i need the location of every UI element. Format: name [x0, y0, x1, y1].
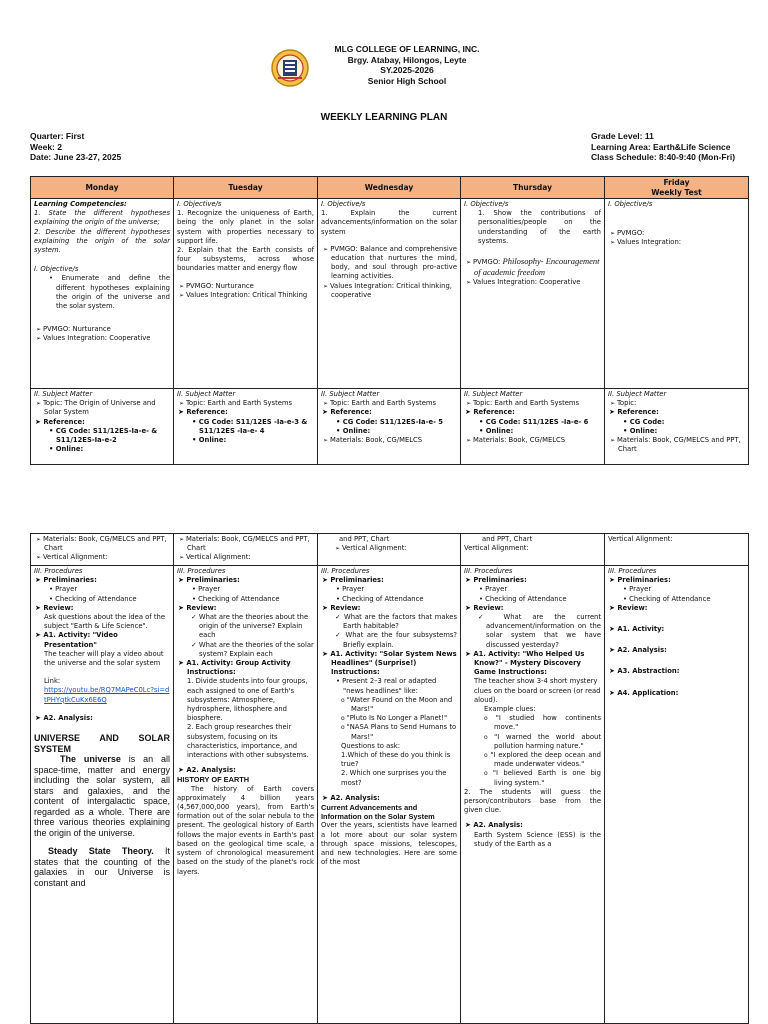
instruction: 2. The students will guess the person/contributors base from the given clue. [464, 787, 601, 815]
objective-heading: I. Objective/s [321, 200, 366, 208]
values-integration: ➢ Values Integration: Cooperative [464, 278, 601, 287]
advancements-title: Current Advancements and Information on the Solar System [321, 803, 435, 822]
materials: ➢ Materials: Book, CG/MELCS [464, 436, 601, 445]
a2-analysis: ➤ A2. Analysis: [464, 821, 601, 830]
materials-friday [605, 534, 749, 566]
meta-right [591, 131, 735, 163]
present-headlines: • Present 2–3 real or adapted "news headlines" like: [321, 677, 457, 695]
procedures-tuesday [174, 566, 318, 1024]
history-title: HISTORY OF EARTH [177, 775, 250, 785]
cg-code: • CG Code: [608, 418, 745, 427]
link-label: Link: [44, 677, 61, 686]
instruction: 2. Each group researches their subsystem, focusing on its characteristics, importance, and interactions with other subsystems. [187, 723, 309, 760]
review-question: ✓ What are the four subsystems? Briefly explain. [321, 631, 457, 649]
school-name: MLG COLLEGE OF LEARNING, INC. [334, 44, 480, 54]
materials-cont: and PPT, Chart [482, 535, 533, 543]
online: • Online: [177, 436, 314, 445]
topic: ➢ Topic: Earth and Earth Systems [464, 399, 601, 408]
objectives-friday [605, 199, 749, 389]
objective-item: • Enumerate and define the different hypotheses explaining the origin of the universe and the solar system. [34, 274, 170, 311]
lc-item: 1. State the different hypotheses explaining the origin of the universe; [34, 209, 170, 227]
objective-item: 1. Show the contributions of personalities/people on the understanding of the earth systems. [478, 209, 601, 245]
headline: o "NASA Plans to Send Humans to Mars!" [321, 723, 457, 741]
subject-monday [31, 389, 174, 465]
review: ➤ Review: [34, 604, 170, 613]
objective-heading: I. Objective/s [34, 265, 79, 274]
online: • Online: [34, 445, 170, 454]
review: ➤ Review: [464, 604, 601, 613]
day-tuesday: Tuesday [174, 177, 318, 199]
procedures-heading: III. Procedures [177, 567, 226, 575]
page-gap [0, 472, 768, 532]
materials-monday [31, 534, 174, 566]
pvmgo-label: PVMGO: [472, 258, 501, 267]
pvmgo: ➢ PVMGO: Balance and comprehensive education that nurtures the mind, body, and soul through pro-active learning activities. [321, 245, 457, 282]
instruction: 1. Divide students into four groups, each assigned to one of Earth's subsystems: Atmosphere, hydrosphere, lithosphere and biosphere. [187, 677, 308, 723]
a1-activity: ➤ A1. Activity: "Who Helped Us Know?" - Mystery Discovery Game Instructions: [464, 650, 601, 678]
advancements-text: Over the years, scientists have learned a lot more about our solar system through space missions, telescopes, and new technologies. Here are some of the most [321, 821, 457, 867]
day-header-row [31, 177, 749, 199]
materials-cont: and PPT, Chart [339, 535, 390, 543]
universe-text: The universe is an all space-time, matter and energy including the solar system, all stars and galaxies, and the content of intergalactic space, regarded as a whole. There are three various theories explaining the origin of the universe. [34, 754, 170, 838]
procedures-wednesday [318, 566, 461, 1024]
clue: o "I warned the world about pollution harming nature." [464, 733, 601, 751]
school-seal-icon [270, 48, 310, 88]
review-question: ✓ What are the current advancement/information on the solar system that we have discussed yesterday? [464, 613, 601, 650]
subject-heading: II. Subject Matter [321, 390, 380, 398]
review: ➤ Review: [608, 604, 745, 613]
preliminaries: ➤ Preliminaries: [321, 576, 457, 585]
objective-heading: I. Objective/s [177, 200, 222, 208]
a2-analysis: ➤ A2. Analysis: [177, 766, 314, 775]
universe-title: UNIVERSE AND SOLAR SYSTEM [34, 733, 170, 754]
procedures-heading: III. Procedures [321, 567, 370, 575]
review: ➤ Review: [321, 604, 457, 613]
subject-heading: II. Subject Matter [608, 390, 667, 398]
vertical-alignment: ➢ Vertical Alignment: [34, 553, 170, 562]
vertical-alignment: Vertical Alignment: [608, 535, 673, 543]
review-question: ✓ What are the factors that makes Earth habitable? [321, 613, 457, 631]
pvmgo: ➢ PVMGO: [608, 229, 745, 238]
topic: ➢ Topic: The Origin of Universe and Solar System [34, 399, 170, 417]
objective-heading: I. Objective/s [464, 200, 509, 208]
pvmgo: ➢ PVMGO: Nurturance [34, 325, 170, 334]
a2-analysis: ➤ A2. Analysis: [608, 646, 745, 655]
attendance: • Checking of Attendance [177, 595, 314, 604]
ess-text: Earth System Science (ESS) is the study of the Earth as a [474, 830, 601, 848]
objectives-wednesday [318, 199, 461, 389]
headline: o "Water Found on the Moon and Mars!" [321, 696, 457, 714]
procedures-heading: III. Procedures [608, 567, 657, 575]
document-title: WEEKLY LEARNING PLAN [320, 112, 448, 123]
reference: ➤ Reference: [321, 408, 457, 417]
day-friday [605, 177, 749, 199]
subject-thursday [461, 389, 605, 465]
a2-analysis: ➤ A2. Analysis: [34, 714, 170, 723]
reference: ➤ Reference: [608, 408, 745, 417]
review-text: Ask questions about the idea of the subject "Earth & Life Science". [44, 613, 166, 631]
subject-heading: II. Subject Matter [177, 390, 236, 398]
school-year: SY.2025-2026 [380, 65, 434, 75]
subject-friday [605, 389, 749, 465]
prayer: • Prayer [177, 585, 314, 594]
values-integration: ➢ Values Integration: Cooperative [34, 334, 170, 343]
values-integration: ➢ Values Integration: [608, 238, 745, 247]
cg-code: • CG Code: S11/12ES -Ia-e-3 & S11/12ES -Ia-e- 4 [177, 418, 314, 436]
objectives-thursday [461, 199, 605, 389]
prayer: • Prayer [464, 585, 601, 594]
preliminaries: ➤ Preliminaries: [608, 576, 745, 585]
objective-heading: I. Objective/s [608, 200, 653, 208]
procedures-thursday [461, 566, 605, 1024]
school-header [270, 44, 500, 94]
plan-table-page1 [30, 176, 749, 465]
materials: ➢ Materials: Book, CG/MELCS [321, 436, 457, 445]
plan-table-page2 [30, 533, 749, 1024]
reference: ➤ Reference: [177, 408, 314, 417]
review-question: ✓ What are the theories of the solar system? Explain each [177, 641, 314, 659]
lc-heading: Learning Competencies: [34, 200, 127, 208]
review-question: ✓ What are the theories about the origin of the universe? Explain each [177, 613, 314, 641]
cg-code: • CG Code: S11/12ES -Ia-e- 6 [464, 418, 601, 427]
prayer: • Prayer [608, 585, 745, 594]
clues-label: Example clues: [484, 705, 536, 714]
materials-tuesday [174, 534, 318, 566]
attendance: • Checking of Attendance [321, 595, 457, 604]
preliminaries: ➤ Preliminaries: [464, 576, 601, 585]
a1-activity: ➤ A1. Activity: "Solar System News Headlines" (Surprise!) Instructions: [321, 650, 457, 678]
vertical-alignment: ➢ Vertical Alignment: [177, 553, 314, 562]
attendance: • Checking of Attendance [34, 595, 170, 604]
subject-matter-row [31, 389, 749, 465]
attendance: • Checking of Attendance [608, 595, 745, 604]
school-address: Brgy. Atabay, Hilongos, Leyte [347, 54, 467, 65]
lc-item: 2. Describe the different hypotheses explaining the origin of the solar system. [34, 227, 170, 255]
a4-application: ➤ A4. Application: [608, 689, 745, 698]
friday-subtitle: Weekly Test [651, 187, 702, 197]
day-thursday: Thursday [461, 177, 605, 199]
question: 2. Which one surprises you the most? [341, 769, 447, 787]
objectives-row [31, 199, 749, 389]
procedures-monday [31, 566, 174, 1024]
materials: ➢ Materials: Book, CG/MELCS and PPT, Chart [608, 436, 745, 454]
values-integration: ➢ Values Integration: Critical thinking, cooperative [321, 282, 457, 300]
attendance: • Checking of Attendance [464, 595, 601, 604]
pvmgo-value: Philosophy- Encouragement of academic freedom [474, 256, 600, 278]
school-name-block [322, 44, 492, 86]
clue: o "I studied how continents move." [464, 714, 601, 732]
instruction: The teacher show 3-4 short mystery clues on the board or screen (or read aloud). [474, 677, 601, 704]
objective-item: 2. Explain that the Earth consists of four subsystems, across whose boundaries matter and energy flow [177, 246, 314, 273]
vertical-alignment: ➢ Vertical Alignment: [321, 544, 457, 553]
headline: o "Pluto Is No Longer a Planet!" [321, 714, 457, 723]
procedures-heading: III. Procedures [464, 567, 513, 575]
subject-heading: II. Subject Matter [464, 390, 523, 398]
reference: ➤ Reference: [464, 408, 601, 417]
date: Date: June 23-27, 2025 [30, 152, 122, 163]
subject-tuesday [174, 389, 318, 465]
online: • Online: [608, 427, 745, 436]
day-wednesday: Wednesday [318, 177, 461, 199]
procedures-friday [605, 566, 749, 1024]
a1-activity: ➤ A1. Activity: [608, 625, 745, 634]
preliminaries: ➤ Preliminaries: [177, 576, 314, 585]
a1-activity: ➤ A1. Activity: Group Activity Instructions: [177, 659, 314, 677]
materials-continued-row [31, 534, 749, 566]
materials-wednesday [318, 534, 461, 566]
week: Week: 2 [30, 141, 62, 152]
day-monday: Monday [31, 177, 174, 199]
materials: ➢ Materials: Book, CG/MELCS and PPT, Chart [177, 535, 314, 553]
procedures-row [31, 566, 749, 1024]
friday-label: Friday [663, 178, 690, 188]
learning-area: Learning Area: Earth&Life Science [591, 141, 731, 152]
topic: ➢ Topic: [608, 399, 745, 408]
clue: o "I believed Earth is one big living system." [464, 769, 601, 787]
pvmgo: ➢ PVMGO: Nurturance [177, 282, 314, 291]
prayer: • Prayer [34, 585, 170, 594]
a3-abstraction: ➤ A3. Abstraction: [608, 667, 745, 676]
page-two [0, 532, 768, 1024]
topic: ➢ Topic: Earth and Earth Systems [177, 399, 314, 408]
grade-level: Grade Level: 11 [591, 131, 654, 141]
review: ➤ Review: [177, 604, 314, 613]
questions-label: Questions to ask: [341, 741, 401, 750]
topic: ➢ Topic: Earth and Earth Systems [321, 399, 457, 408]
question: 1.Which of these do you think is true? [341, 751, 451, 769]
subject-heading: II. Subject Matter [34, 390, 93, 398]
objective-item: 1. Recognize the uniqueness of Earth, being the only planet in the solar system with properties necessary to support life. [177, 209, 314, 245]
materials: ➢ Materials: Book, CG/MELCS and PPT, Chart [34, 535, 170, 553]
materials-thursday [461, 534, 605, 566]
page-one [0, 0, 768, 472]
a1-activity: ➤ A1. Activity: "Video Presentation" [34, 631, 170, 649]
class-schedule: Class Schedule: 8:40-9:40 (Mon-Fri) [591, 152, 736, 163]
online: • Online: [321, 427, 457, 436]
clue: o "I explored the deep ocean and made underwater videos." [464, 751, 601, 769]
a2-analysis: ➤ A2. Analysis: [321, 794, 457, 803]
a1-text: The teacher will play a video about the universe and the solar system [44, 649, 164, 668]
meta-left [30, 131, 121, 163]
quarter: Quarter: First [30, 131, 85, 141]
subject-wednesday [318, 389, 461, 465]
preliminaries: ➤ Preliminaries: [34, 576, 170, 585]
procedures-heading: III. Procedures [34, 567, 83, 575]
objectives-monday [31, 199, 174, 389]
video-link[interactable]: https://youtu.be/RQ7MAPeC0Lc?si=dtPHYqtkCuKx6E6Q [44, 686, 170, 704]
pvmgo [464, 256, 601, 278]
cg-code: • CG Code: S11/12ES-Ia-e- & S11/12ES-Ia-e-2 [34, 427, 170, 445]
values-integration: ➢ Values Integration: Critical Thinking [177, 291, 314, 300]
cg-code: • CG Code: S11/12ES-Ia-e- 5 [321, 418, 457, 427]
reference: ➤ Reference: [34, 418, 170, 427]
online: • Online: [464, 427, 601, 436]
prayer: • Prayer [321, 585, 457, 594]
steady-state-text: Steady State Theory. It states that the counting of the galaxies in our Universe is constant and [34, 846, 170, 888]
school-dept: Senior High School [367, 75, 447, 86]
history-text: The history of Earth covers approximately 4 billion years (4,567,000,000 years), from Earth's formation out of the solar nebula to the present. The geological history of Earth follows the major events in Earth's past based on the geological time scale, a system of chronological measurement based on the study of the planet's rock layers. [177, 784, 314, 876]
objective-item: 1. Explain the current advancements/information on the solar system [321, 209, 457, 236]
vertical-alignment: Vertical Alignment: [464, 544, 529, 553]
objectives-tuesday [174, 199, 318, 389]
